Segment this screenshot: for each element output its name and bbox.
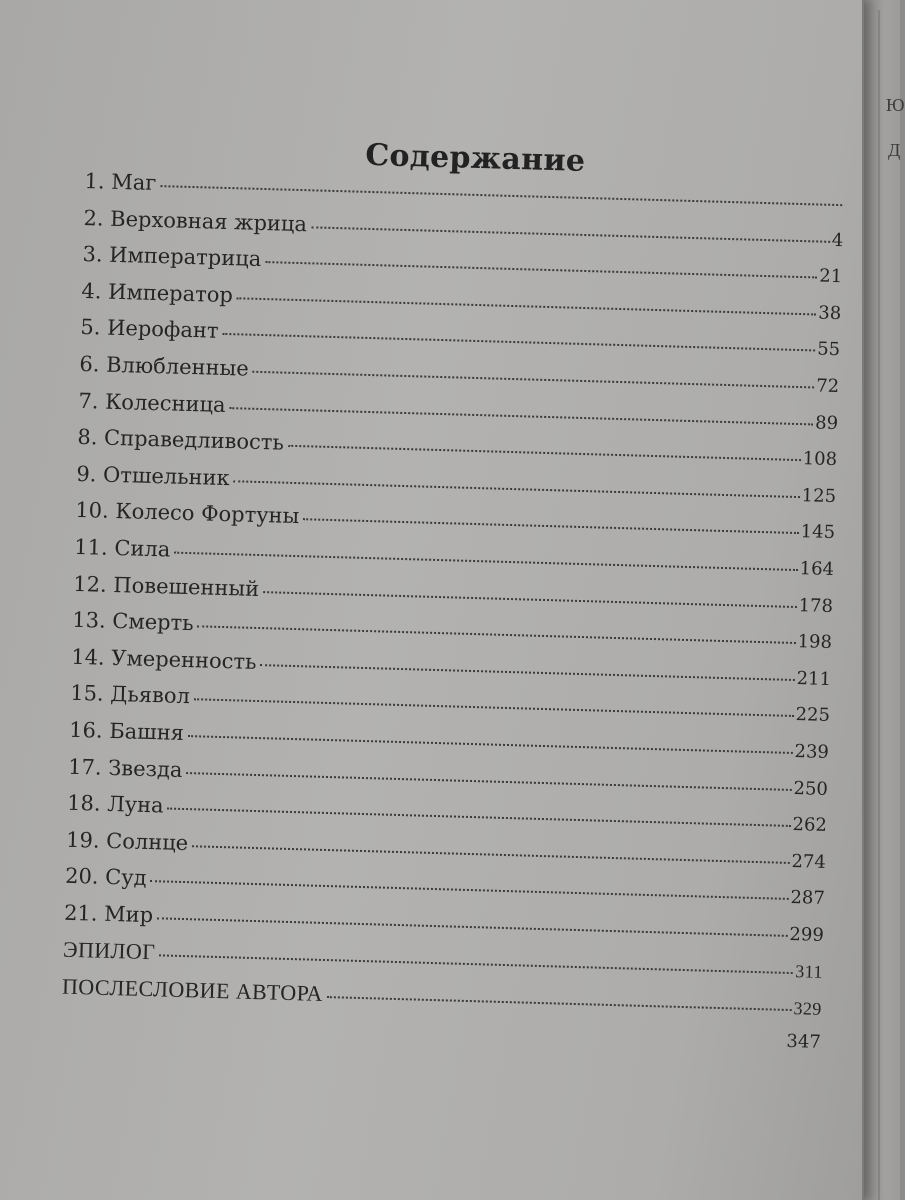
toc-dot-leader [159, 955, 793, 975]
toc-entry-label: 13. Смерть [71, 607, 195, 636]
toc-dot-leader [303, 519, 798, 535]
toc-entry-label: 4. Император [81, 278, 234, 307]
toc-dot-leader [198, 625, 796, 644]
toc-dot-leader [237, 297, 816, 315]
page-edge-line [878, 10, 880, 1200]
toc-entry-label: 9. Отшельник [76, 461, 231, 490]
toc-entry-label: 20. Суд [64, 863, 147, 891]
toc-entry-label: ЭПИЛОГ [62, 937, 156, 965]
toc-entry-page: 250 [793, 777, 829, 800]
toc-entry-label: 6. Влюбленные [79, 351, 250, 381]
toc-entry-page: 311 [794, 961, 824, 983]
next-page-fragment: Д [888, 140, 901, 160]
toc-dot-leader [160, 185, 842, 206]
next-page-edge [864, 0, 905, 1200]
toc-entry-page: 164 [799, 558, 835, 580]
toc-dot-leader [263, 591, 797, 608]
toc-entry-label: 15. Дьявол [69, 681, 191, 709]
toc-entry-page: 145 [800, 521, 836, 544]
toc-entry-label: 12. Повешенный [73, 571, 260, 601]
toc-dot-leader [188, 735, 793, 754]
toc-entry-label: 18. Луна [66, 790, 164, 818]
toc-dot-leader [260, 664, 794, 681]
toc-entry-page: 89 [814, 412, 839, 434]
next-page-fragment: Ю [886, 95, 905, 115]
toc-entry-label: 8. Справедливость [77, 425, 285, 455]
toc-dot-leader [174, 552, 797, 571]
table-of-contents [60, 130, 845, 1068]
toc-entry-page: 125 [801, 484, 837, 507]
toc-entry-label: 14. Умеренность [70, 644, 257, 674]
toc-list [60, 169, 844, 1068]
toc-entry-label: 10. Колесо Фортуны [75, 498, 300, 529]
toc-dot-leader [234, 480, 800, 498]
toc-dot-leader [327, 996, 792, 1011]
toc-entry-page: 38 [817, 302, 842, 324]
toc-entry-page: 4 [831, 229, 844, 251]
toc-dot-leader [229, 407, 813, 425]
toc-entry-page: 225 [795, 704, 831, 727]
toc-dot-leader [150, 880, 788, 900]
toc-dot-leader [288, 445, 801, 461]
toc-entry-page: 347 [786, 1030, 822, 1053]
toc-dot-leader [222, 333, 815, 352]
toc-entry-page: 274 [791, 850, 827, 873]
toc-dot-leader [157, 917, 787, 937]
toc-dot-leader [265, 261, 817, 278]
toc-entry-page: 178 [798, 594, 834, 617]
toc-entry-label: 3. Императрица [82, 242, 262, 272]
toc-entry-page: 239 [794, 740, 830, 763]
toc-entry-label: 7. Колесница [78, 388, 226, 417]
toc-dot-leader [311, 226, 830, 242]
toc-entry-label: ПОСЛЕСЛОВИЕ АВТОРА [61, 973, 324, 1007]
toc-entry-page: 198 [797, 631, 833, 654]
toc-entry-page: 329 [793, 998, 823, 1019]
toc-entry-label: 5. Иерофант [80, 315, 219, 344]
toc-entry-page: 108 [802, 448, 838, 471]
toc-entry-label: 11. Сила [74, 534, 171, 562]
toc-entry-label: 1. Маг [84, 168, 157, 195]
toc-dot-leader [253, 371, 815, 389]
toc-dot-leader [186, 772, 791, 791]
toc-dot-leader [168, 808, 791, 827]
toc-title: Содержание [364, 137, 586, 179]
toc-entry-label: 17. Звезда [67, 754, 183, 782]
toc-entry-page: 72 [815, 375, 840, 398]
toc-entry-page: 299 [789, 923, 825, 946]
toc-entry-label: 16. Башня [68, 717, 185, 745]
toc-entry-page: 21 [819, 265, 843, 288]
toc-entry-page: 211 [796, 667, 832, 690]
toc-entry-page: 55 [816, 338, 841, 361]
toc-entry-page: 287 [790, 887, 826, 910]
toc-entry-label: 19. Солнце [65, 827, 189, 855]
toc-entry-label: 21. Мир [63, 900, 154, 928]
toc-entry-label: 2. Верховная жрица [83, 205, 308, 236]
toc-entry-page: 262 [792, 814, 828, 837]
toc-dot-leader [192, 845, 789, 864]
toc-dot-leader [194, 699, 794, 718]
